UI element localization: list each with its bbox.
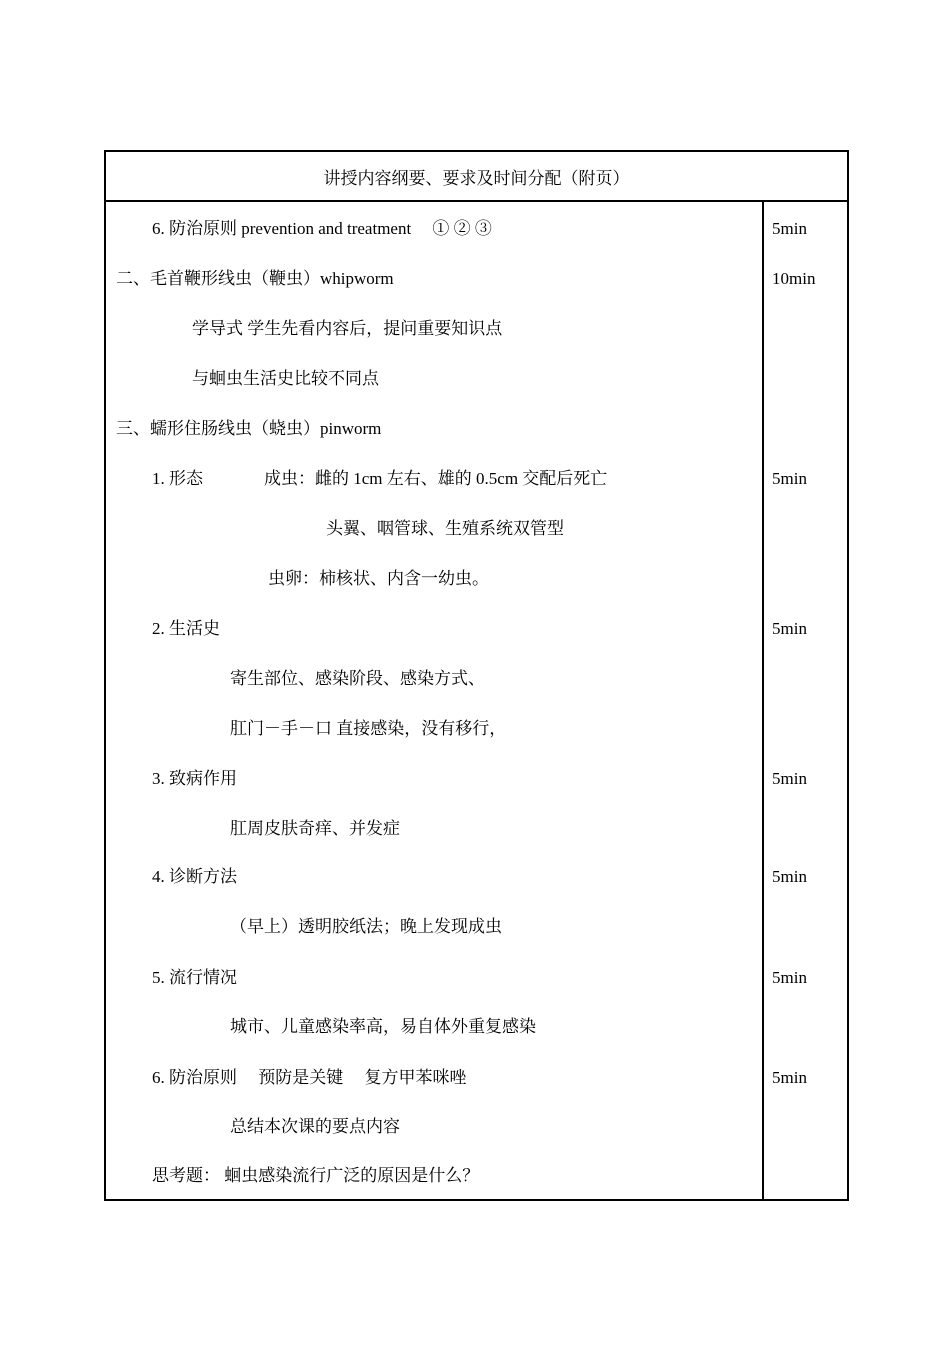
lesson-outline-table bbox=[104, 150, 849, 1201]
content-line: 6. 防治原则 预防是关键 复方甲苯咪唑 bbox=[152, 1068, 467, 1087]
content-line: 肛周皮肤奇痒、并发症 bbox=[230, 819, 400, 838]
time-cell: 5min bbox=[772, 867, 807, 886]
time-cell: 5min bbox=[772, 619, 807, 638]
content-line: 肛门－手－口 直接感染，没有移行， bbox=[230, 719, 507, 738]
content-line: 3. 致病作用 bbox=[152, 769, 237, 788]
content-line: 总结本次课的要点内容 bbox=[230, 1117, 400, 1136]
time-cell: 5min bbox=[772, 769, 807, 788]
content-line: 思考题： 蛔虫感染流行广泛的原因是什么？ bbox=[152, 1166, 480, 1185]
section-heading: 二、毛首鞭形线虫（鞭虫）whipworm bbox=[116, 269, 394, 288]
content-line: 城市、儿童感染率高，易自体外重复感染 bbox=[230, 1017, 536, 1036]
content-line: 4. 诊断方法 bbox=[152, 867, 237, 886]
content-line: （早上）透明胶纸法；晚上发现成虫 bbox=[230, 917, 502, 936]
content-line: 头翼、咽管球、生殖系统双管型 bbox=[326, 519, 564, 538]
time-cell: 5min bbox=[772, 1068, 807, 1087]
table-header: 讲授内容纲要、要求及时间分配（附页） bbox=[106, 152, 847, 202]
content-line: 2. 生活史 bbox=[152, 619, 220, 638]
content-line: 与蛔虫生活史比较不同点 bbox=[192, 369, 379, 388]
content-line: 5. 流行情况 bbox=[152, 968, 237, 987]
content-line: 寄生部位、感染阶段、感染方式、 bbox=[230, 669, 485, 688]
time-cell: 10min bbox=[772, 269, 816, 288]
time-cell: 5min bbox=[772, 968, 807, 987]
content-line: 1. 形态 bbox=[152, 469, 203, 488]
time-cell: 5min bbox=[772, 219, 807, 238]
column-divider bbox=[762, 202, 764, 1199]
content-line: 成虫：雌的 1cm 左右、雄的 0.5cm 交配后死亡 bbox=[264, 469, 608, 488]
content-line: 6. 防治原则 prevention and treatment ① ② ③ bbox=[152, 219, 492, 238]
content-line: 学导式 学生先看内容后，提问重要知识点 bbox=[192, 319, 503, 338]
content-line: 虫卵：柿核状、内含一幼虫。 bbox=[268, 569, 489, 588]
time-cell: 5min bbox=[772, 469, 807, 488]
section-heading: 三、蠕形住肠线虫（蛲虫）pinworm bbox=[116, 419, 382, 438]
